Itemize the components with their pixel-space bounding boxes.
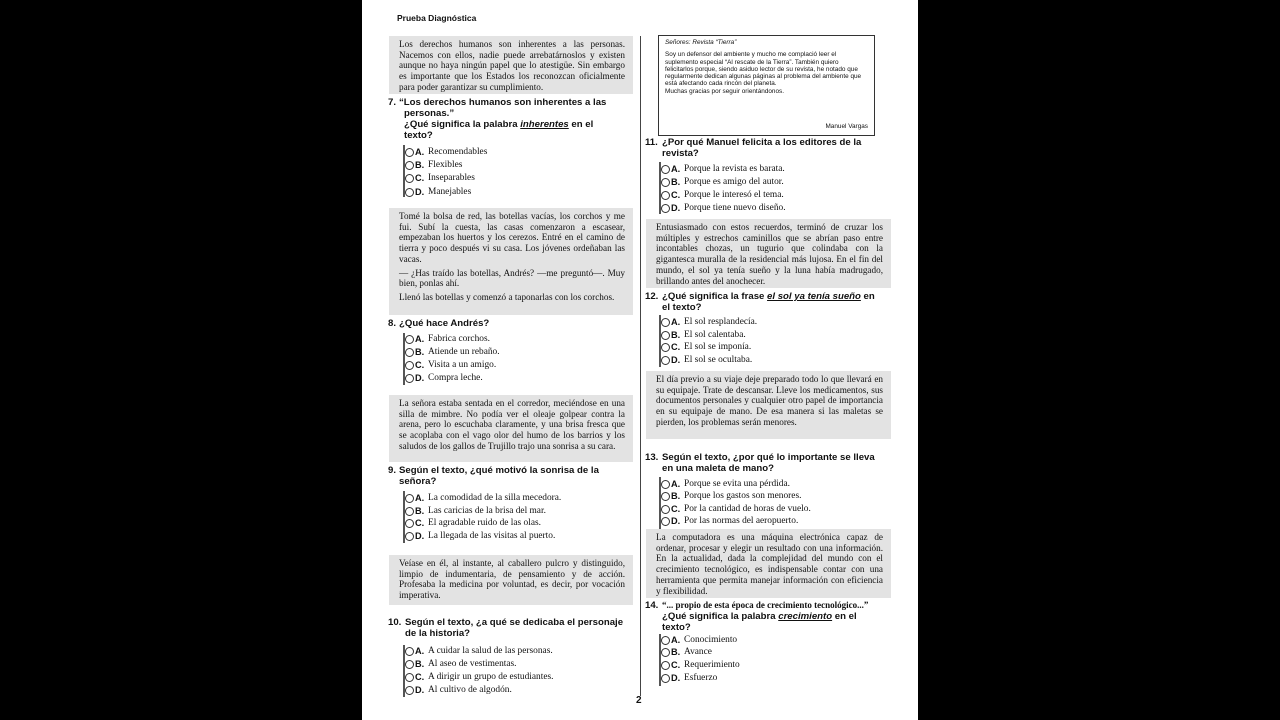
question-number: 13. xyxy=(645,452,659,463)
option-text: A dirigir un grupo de estudiantes. xyxy=(428,672,554,682)
answer-bubble[interactable] xyxy=(405,174,414,183)
letter-closing: Muchas gracias por seguir orientándonos. xyxy=(665,87,785,95)
option-letter: D. xyxy=(671,355,681,365)
option-text: Recomendables xyxy=(428,147,488,157)
answer-bubble[interactable] xyxy=(405,519,414,528)
option-letter: B. xyxy=(415,506,425,516)
option-text: Inseparables xyxy=(428,173,475,183)
passage-q10 xyxy=(389,555,633,605)
answer-bubble[interactable] xyxy=(661,165,670,174)
option-9a[interactable] xyxy=(405,492,561,504)
option-11a[interactable] xyxy=(661,163,785,175)
question-text-line: personas.” xyxy=(404,108,455,119)
option-letter: C. xyxy=(415,518,425,528)
letter-body: Soy un defensor del ambiente y mucho me complació leer el suplemento especial “Al rescate de la Tierra”. También quiero felicitarlos porque, siendo asiduo lector de su revista, he notado que regularmente dedican algunas páginas al problema del ambiente que está afectando cada rincón del planeta. xyxy=(665,51,862,88)
answer-bubble[interactable] xyxy=(661,492,670,501)
option-letter: B. xyxy=(671,177,681,187)
option-8d[interactable] xyxy=(405,372,483,384)
option-text: A cuidar la salud de las personas. xyxy=(428,646,553,656)
question-text: ¿Qué significa la palabra xyxy=(404,119,521,130)
question-text-line: texto? xyxy=(662,622,691,633)
option-letter: B. xyxy=(415,160,425,170)
option-letter: B. xyxy=(671,491,681,501)
passage-text: La computadora es una máquina electrónica capaz de ordenar, procesar y elegir un resultado con una información. En la actualidad, dada la complejidad del mundo con el crecimiento tecnológico, es indispensable contar con una herramienta que permita manejar información con eficiencia y flexibilidad. xyxy=(656,532,883,596)
passage-q7 xyxy=(389,36,633,94)
answer-bubble[interactable] xyxy=(661,505,670,514)
option-text: La llegada de las visitas al puerto. xyxy=(428,531,556,541)
answer-bubble[interactable] xyxy=(405,374,414,383)
option-letter: B. xyxy=(671,647,681,657)
option-letter: C. xyxy=(671,504,681,514)
key-phrase: el sol ya tenía sueño xyxy=(767,291,861,302)
question-text-line: señora? xyxy=(399,476,437,487)
option-letter: C. xyxy=(415,360,425,370)
answer-bubble[interactable] xyxy=(661,204,670,213)
option-letter: C. xyxy=(671,342,681,352)
option-10b[interactable] xyxy=(405,658,517,670)
exam-page xyxy=(362,0,918,720)
option-10a[interactable] xyxy=(405,645,553,657)
question-text-line: ¿Qué hace Andrés? xyxy=(399,318,490,329)
answer-bubble[interactable] xyxy=(661,331,670,340)
answer-bubble[interactable] xyxy=(661,661,670,670)
option-12d[interactable] xyxy=(661,354,752,366)
option-7b[interactable] xyxy=(405,159,462,171)
passage-q8 xyxy=(389,208,633,315)
option-13a[interactable] xyxy=(661,478,790,490)
passage-text: — ¿Has traído las botellas, Andrés? —me preguntó—. Muy bien, ponlas ahí. xyxy=(399,267,625,289)
question-number: 7. xyxy=(388,97,397,108)
answer-bubble[interactable] xyxy=(405,335,414,344)
question-text: en xyxy=(860,291,875,302)
option-text: El sol se imponía. xyxy=(684,342,752,352)
option-10d[interactable] xyxy=(405,684,512,696)
passage-text: Los derechos humanos son inherentes a las personas. Nacemos con ellos, nadie puede arrebatárnoslos y existen aunque no haya ningún papel que lo atestigüe. Sin embargo es importante que los Estados los reconozcan oficialmente para poder garantizar su cumplimiento. xyxy=(399,39,625,92)
option-letter: A. xyxy=(671,635,681,645)
key-word: crecimiento xyxy=(778,611,833,622)
option-8a[interactable] xyxy=(405,333,490,345)
key-word: inherentes xyxy=(520,119,569,130)
option-letter: D. xyxy=(671,516,681,526)
option-letter: A. xyxy=(671,479,681,489)
option-text: Porque la revista es barata. xyxy=(684,164,785,174)
option-letter: D. xyxy=(671,673,681,683)
question-text-line: Según el texto, ¿qué motivó la sonrisa de la xyxy=(399,465,599,476)
answer-bubble[interactable] xyxy=(661,356,670,365)
option-7d[interactable] xyxy=(405,186,471,198)
answer-bubble[interactable] xyxy=(405,507,414,516)
passage-q13 xyxy=(646,371,891,439)
option-12b[interactable] xyxy=(661,329,746,341)
option-13d[interactable] xyxy=(661,515,798,527)
answer-bubble[interactable] xyxy=(405,647,414,656)
option-letter: C. xyxy=(671,190,681,200)
option-letter: D. xyxy=(415,373,425,383)
option-letter: C. xyxy=(671,660,681,670)
answer-bubble[interactable] xyxy=(405,348,414,357)
letter-signature: Manuel Vargas xyxy=(825,122,868,130)
option-9d[interactable] xyxy=(405,530,555,542)
question-text-line: revista? xyxy=(662,148,699,159)
passage-text: La señora estaba sentada en el corredor, meciéndose en una silla de mimbre. No podía ver el oleaje golpear contra la arena, pero lo escuchaba claramente, y una brisa fresca que se acoplaba con el vago olor del humo de los barrios y los saludos de los gallos de Trujillo trajo una sonrisa a su cara. xyxy=(399,398,625,451)
question-number: 10. xyxy=(388,617,402,628)
option-8b[interactable] xyxy=(405,346,500,358)
answer-bubble[interactable] xyxy=(661,480,670,489)
option-letter: B. xyxy=(671,330,681,340)
answer-bubble[interactable] xyxy=(405,660,414,669)
question-number: 11. xyxy=(645,137,658,148)
option-10c[interactable] xyxy=(405,671,554,683)
option-text: Porque se evita una pérdida. xyxy=(684,479,790,489)
option-text: Atiende un rebaño. xyxy=(428,347,500,357)
option-text: Avance xyxy=(684,647,712,657)
option-14a[interactable] xyxy=(661,634,737,646)
page-number: 2 xyxy=(636,695,642,706)
question-text-line: Según el texto, ¿a qué se dedicaba el personaje xyxy=(405,617,624,628)
option-letter: A. xyxy=(415,646,425,656)
option-text: El sol calentaba. xyxy=(684,330,746,340)
option-letter: B. xyxy=(415,659,425,669)
answer-bubble[interactable] xyxy=(661,191,670,200)
answer-bubble[interactable] xyxy=(405,148,414,157)
answer-bubble[interactable] xyxy=(661,517,670,526)
question-text: ¿Qué significa la palabra xyxy=(662,611,779,622)
question-text-line: ¿Por qué Manuel felicita a los editores de la xyxy=(662,137,862,148)
question-text: ¿Qué significa la frase xyxy=(662,291,768,302)
answer-bubble[interactable] xyxy=(661,674,670,683)
question-number: 9. xyxy=(388,465,397,476)
option-letter: B. xyxy=(415,347,425,357)
option-text: Porque tiene nuevo diseño. xyxy=(684,203,786,213)
passage-text: Llenó las botellas y comenzó a taponarlas con los corchos. xyxy=(399,291,615,302)
option-text: Las caricias de la brisa del mar. xyxy=(428,506,546,516)
option-8c[interactable] xyxy=(405,359,496,371)
option-7c[interactable] xyxy=(405,172,475,184)
answer-bubble[interactable] xyxy=(405,532,414,541)
option-12a[interactable] xyxy=(661,316,757,328)
answer-bubble[interactable] xyxy=(405,673,414,682)
option-text: Porque los gastos son menores. xyxy=(684,491,802,501)
option-letter: C. xyxy=(415,173,425,183)
option-14c[interactable] xyxy=(661,659,740,671)
option-text: Visita a un amigo. xyxy=(428,360,497,370)
option-11b[interactable] xyxy=(661,176,784,188)
option-text: Al aseo de vestimentas. xyxy=(428,659,517,669)
option-text: Porque es amigo del autor. xyxy=(684,177,784,187)
passage-text: Tomé la bolsa de red, las botellas vacías, los corchos y me fui. Subí la cuesta, las casas comenzaron a escasear, empezaban los huertos y los cerezos. Entré en el camino de tierra y poco después vi su casa. Los jóvenes ordeñaban las vacas. xyxy=(399,211,625,264)
option-14b[interactable] xyxy=(661,646,712,658)
option-text: Fabrica corchos. xyxy=(428,334,490,344)
option-9b[interactable] xyxy=(405,505,546,517)
option-text: Al cultivo de algodón. xyxy=(428,685,512,695)
question-text: en el xyxy=(568,119,594,130)
option-text: El sol se ocultaba. xyxy=(684,355,753,365)
option-11d[interactable] xyxy=(661,202,786,214)
option-text: El agradable ruido de las olas. xyxy=(428,518,541,528)
option-13c[interactable] xyxy=(661,503,811,515)
question-number: 14. xyxy=(645,600,659,611)
question-text-line: texto? xyxy=(404,130,433,141)
passage-text: Veíase en él, al instante, al caballero pulcro y distinguido, limpio de indumentaria, de pensamiento y de acción. Profesaba la medicina por voluntad, es decir, por vocación imperativa. xyxy=(399,558,625,601)
question-number: 12. xyxy=(645,291,659,302)
answer-bubble[interactable] xyxy=(661,318,670,327)
letter-box xyxy=(658,35,875,136)
answer-bubble[interactable] xyxy=(405,161,414,170)
option-letter: D. xyxy=(671,203,681,213)
option-letter: D. xyxy=(415,685,425,695)
option-text: Por las normas del aeropuerto. xyxy=(684,516,799,526)
passage-text: El día previo a su viaje deje preparado todo lo que llevará en su equipaje. Trate de descansar. Lleve los medicamentos, sus documentos personales y cualquier otro papel de importancia en su equipaje de mano. De esa manera si las maletas se pierden, los problemas serán menores. xyxy=(656,374,883,427)
passage-text: Entusiasmado con estos recuerdos, terminó de cruzar los múltiples y estrechos caminillos que se abrían paso entre incontables chozas, un tugurio que colindaba con la gigantesca muralla de la residencial más lujosa. En el fin del mundo, el sol ya tenía sueño y la luna había madrugado, brillando antes del anochecer. xyxy=(656,222,883,286)
answer-bubble[interactable] xyxy=(405,361,414,370)
answer-bubble[interactable] xyxy=(405,494,414,503)
option-9c[interactable] xyxy=(405,517,541,529)
answer-bubble[interactable] xyxy=(661,178,670,187)
option-letter: A. xyxy=(415,147,425,157)
question-quote: “... propio de esta época de crecimiento tecnológico...” xyxy=(662,600,869,610)
option-letter: D. xyxy=(415,531,425,541)
option-text: Compra leche. xyxy=(428,373,483,383)
option-12c[interactable] xyxy=(661,341,751,353)
question-text-line: el texto? xyxy=(662,302,702,313)
option-letter: A. xyxy=(415,493,425,503)
option-14d[interactable] xyxy=(661,672,717,684)
option-letter: A. xyxy=(671,164,681,174)
passage-q12 xyxy=(646,219,891,288)
question-text-line: de la historia? xyxy=(405,628,471,639)
passage-q14 xyxy=(646,529,891,598)
answer-bubble[interactable] xyxy=(405,188,414,197)
option-11c[interactable] xyxy=(661,189,784,201)
answer-bubble[interactable] xyxy=(661,343,670,352)
option-text: Esfuerzo xyxy=(684,673,718,683)
option-letter: D. xyxy=(415,187,425,197)
option-text: El sol resplandecía. xyxy=(684,317,758,327)
option-letter: A. xyxy=(671,317,681,327)
question-text-line: Según el texto, ¿por qué lo importante se lleva xyxy=(662,452,875,463)
question-text-line: “Los derechos humanos son inherentes a las xyxy=(399,97,607,108)
letter-greeting: Señores: Revista “Tierra” xyxy=(665,39,737,46)
option-text: Conocimiento xyxy=(684,635,738,645)
question-number: 8. xyxy=(388,318,397,329)
option-text: Por la cantidad de horas de vuelo. xyxy=(684,504,811,514)
answer-bubble[interactable] xyxy=(661,648,670,657)
answer-bubble[interactable] xyxy=(405,686,414,695)
option-letter: C. xyxy=(415,672,425,682)
option-text: Porque le interesó el tema. xyxy=(684,190,784,200)
option-text: Requerimiento xyxy=(684,660,740,670)
option-text: La comodidad de la silla mecedora. xyxy=(428,493,562,503)
page-header: Prueba Diagnóstica xyxy=(397,13,477,23)
option-letter: A. xyxy=(415,334,425,344)
option-13b[interactable] xyxy=(661,490,801,502)
option-7a[interactable] xyxy=(405,146,487,158)
answer-bubble[interactable] xyxy=(661,636,670,645)
option-text: Manejables xyxy=(428,187,472,197)
question-text-line: en una maleta de mano? xyxy=(662,463,774,474)
option-text: Flexibles xyxy=(428,160,463,170)
column-divider xyxy=(640,36,641,696)
passage-q9 xyxy=(389,395,633,462)
question-text: en el xyxy=(832,611,857,622)
